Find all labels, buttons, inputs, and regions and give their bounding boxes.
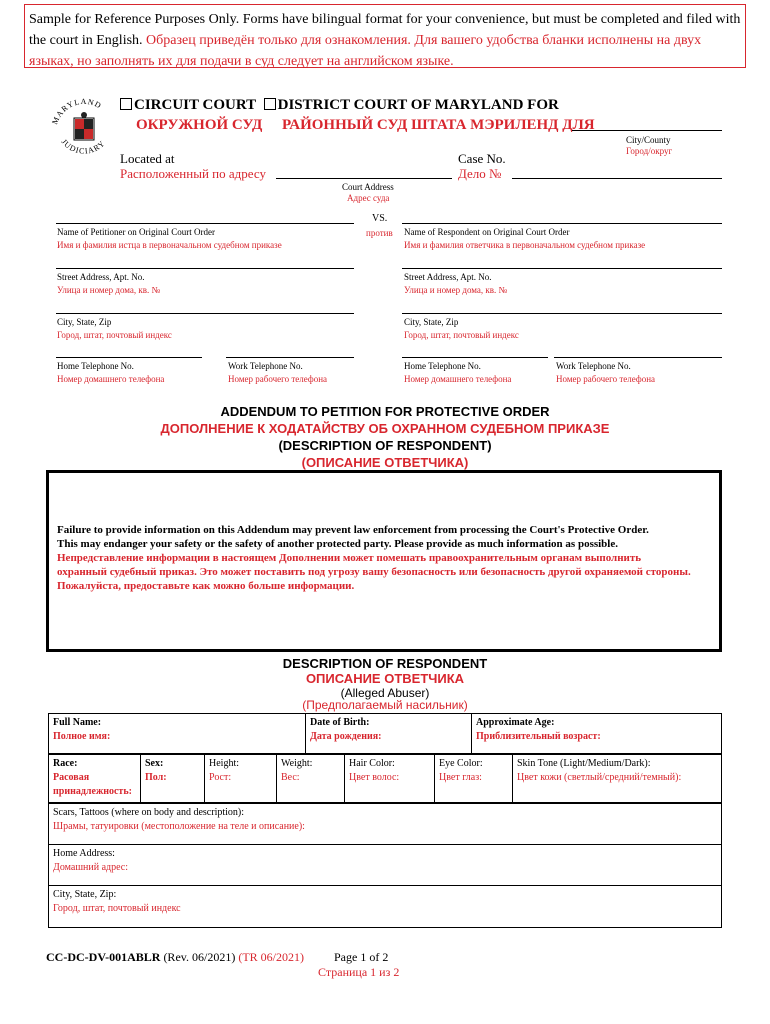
respondent-city-field[interactable] (402, 304, 722, 314)
petitioner-home-tel-field[interactable] (56, 348, 202, 358)
district-court-label: DISTRICT COURT OF MARYLAND FOR (277, 97, 559, 113)
eye-color-label: Eye Color: (439, 758, 483, 769)
form-subtitle: (DESCRIPTION OF RESPONDENT) (278, 438, 492, 453)
respondent-city-label: City, State, Zip (404, 317, 459, 327)
petitioner-name-label-ru: Имя и фамилия истца в первоначальном судебном приказе (57, 240, 282, 250)
court-address-caption-ru: Адрес суда (347, 193, 390, 203)
race-cell[interactable] (49, 755, 141, 803)
vs-label-ru: против (366, 228, 393, 238)
located-at-label-ru: Расположенный по адресу (120, 166, 266, 181)
notice-text-ru: Образец приведён только для ознакомления. Для вашего удобства бланки исполнены на двух языках, но заполнять их для подачи в суд следует на английском языке. (29, 33, 702, 69)
page-number-ru: Страница 1 из 2 (318, 965, 400, 979)
city-county-label-ru: Город/округ (626, 146, 673, 156)
respondent-work-tel-field[interactable] (554, 348, 722, 358)
located-at-label: Located at (120, 151, 175, 166)
skin-tone-label: Skin Tone (Light/Medium/Dark): (517, 758, 651, 769)
respondent-home-tel-label-ru: Номер домашнего телефона (404, 374, 512, 384)
height-label: Height: (209, 758, 239, 769)
respondent-city-label-ru: Город, штат, почтовый индекс (404, 330, 519, 340)
circuit-court-checkbox[interactable] (120, 98, 132, 110)
sex-label: Sex: (145, 758, 164, 769)
eye-color-label-ru: Цвет глаз: (439, 772, 482, 783)
sex-cell[interactable] (141, 755, 205, 803)
eye-color-cell[interactable] (435, 755, 513, 803)
race-label-ru: Расовая принадлежность: (53, 772, 132, 797)
reference-notice (24, 4, 746, 68)
full-name-label-ru: Полное имя: (53, 731, 111, 742)
city-state-zip-label-ru: Город, штат, почтовый индекс (53, 903, 181, 914)
petitioner-street-label: Street Address, Apt. No. (57, 272, 145, 282)
description-table-row1 (48, 713, 722, 754)
city-state-zip-label: City, State, Zip: (53, 889, 117, 900)
home-address-cell[interactable] (49, 845, 722, 886)
sex-label-ru: Пол: (145, 772, 167, 783)
respondent-home-tel-field[interactable] (402, 348, 548, 358)
home-address-label: Home Address: (53, 848, 115, 859)
warning-line2: This may endanger your safety or the safety of another protected party. Please provide as much information as possible. (57, 538, 618, 550)
description-sub: (Alleged Abuser) (340, 686, 430, 700)
page-number: Page 1 of 2 (334, 950, 389, 964)
respondent-home-tel-label: Home Telephone No. (404, 361, 481, 371)
hair-color-cell[interactable] (345, 755, 435, 803)
warning-text-ru: Непредставление информации в настоящем Дополнении может помешать правоохранительным органам выполнить охранный судебный приказ. Это может поставить под угрозу вашу безопасность или безопасность другой охраняемой стороны. Пожалуйста, предоставьте как можно больше информации. (57, 552, 691, 592)
skin-tone-label-ru: Цвет кожи (светлый/средний/темный): (517, 772, 682, 783)
petitioner-work-tel-label: Work Telephone No. (228, 361, 303, 371)
circuit-court-label-ru: ОКРУЖНОЙ СУД (136, 117, 263, 133)
seal-top-text: MARYLAND (50, 96, 104, 126)
respondent-name-field[interactable] (402, 214, 722, 224)
seal-bottom-text: JUDICIARY (59, 137, 107, 156)
respondent-street-field[interactable] (402, 259, 722, 269)
age-label: Approximate Age: (476, 717, 555, 728)
weight-cell[interactable] (277, 755, 345, 803)
district-court-label-ru: РАЙОННЫЙ СУД ШТАТА МЭРИЛЕНД ДЛЯ (282, 117, 595, 133)
petitioner-name-label: Name of Petitioner on Original Court Order (57, 227, 215, 237)
petitioner-city-field[interactable] (56, 304, 354, 314)
hair-color-label-ru: Цвет волос: (349, 772, 400, 783)
petitioner-name-field[interactable] (56, 214, 354, 224)
petitioner-home-tel-label-ru: Номер домашнего телефона (57, 374, 165, 384)
case-no-field[interactable] (512, 166, 722, 179)
form-title: ADDENDUM TO PETITION FOR PROTECTIVE ORDER (220, 404, 550, 419)
respondent-work-tel-label: Work Telephone No. (556, 361, 631, 371)
circuit-court-label: CIRCUIT COURT (134, 97, 256, 113)
weight-label-ru: Вес: (281, 772, 300, 783)
city-state-zip-cell[interactable] (49, 886, 722, 928)
case-no-label-ru: Дело № (458, 166, 502, 181)
court-type-row (120, 97, 559, 114)
case-no-label: Case No. (458, 151, 506, 166)
age-label-ru: Приблизительный возраст: (476, 731, 601, 742)
petitioner-work-tel-label-ru: Номер рабочего телефона (228, 374, 328, 384)
warning-box (46, 470, 722, 652)
district-court-checkbox[interactable] (264, 98, 276, 110)
maryland-judiciary-seal (48, 96, 120, 158)
petitioner-home-tel-label: Home Telephone No. (57, 361, 134, 371)
description-sub-ru: (Предполагаемый насильник) (302, 698, 468, 712)
dob-cell[interactable] (306, 714, 472, 754)
form-translation-rev: (TR 06/2021) (238, 950, 304, 964)
race-label: Race: (53, 758, 78, 769)
petitioner-work-tel-field[interactable] (226, 348, 354, 358)
city-county-field[interactable] (572, 119, 722, 131)
weight-label: Weight: (281, 758, 313, 769)
description-heading: DESCRIPTION OF RESPONDENT (282, 656, 488, 671)
vs-label: VS. (372, 213, 388, 224)
dob-label: Date of Birth: (310, 717, 370, 728)
notice-text-en: Sample for Reference Purposes Only. Forms have bilingual format for your convenience, but must be completed and filed with the court in English. (29, 12, 741, 48)
petitioner-city-label: City, State, Zip (57, 317, 112, 327)
description-table-rows-lower (48, 803, 722, 928)
petitioner-city-label-ru: Город, штат, почтовый индекс (57, 330, 172, 340)
court-address-field[interactable] (276, 166, 452, 179)
description-heading-ru: ОПИСАНИЕ ОТВЕТЧИКА (305, 671, 465, 686)
court-address-caption: Court Address (342, 182, 394, 192)
petitioner-street-label-ru: Улица и номер дома, кв. № (57, 285, 161, 295)
full-name-label: Full Name: (53, 717, 102, 728)
warning-line1: Failure to provide information on this Addendum may prevent law enforcement from processing the Court's Protective Order. (57, 524, 649, 536)
skin-tone-cell[interactable] (513, 755, 722, 803)
form-subtitle-ru: (ОПИСАНИЕ ОТВЕТЧИКА) (301, 455, 469, 470)
form-number: CC-DC-DV-001ABLR (46, 950, 161, 964)
respondent-street-label-ru: Улица и номер дома, кв. № (404, 285, 508, 295)
city-county-label: City/County (626, 135, 671, 145)
scars-tattoos-cell[interactable] (49, 804, 722, 845)
petitioner-street-field[interactable] (56, 259, 354, 269)
respondent-name-label-ru: Имя и фамилия ответчика в первоначальном судебном приказе (404, 240, 646, 250)
form-title-ru: ДОПОЛНЕНИЕ К ХОДАТАЙСТВУ ОБ ОХРАННОМ СУДЕБНОМ ПРИКАЗЕ (160, 421, 610, 436)
age-cell[interactable] (472, 714, 722, 754)
full-name-cell[interactable] (49, 714, 306, 754)
respondent-name-label: Name of Respondent on Original Court Order (404, 227, 570, 237)
scars-tattoos-label-ru: Шрамы, татуировки (местоположение на теле и описание): (53, 821, 305, 832)
description-table-row2 (48, 754, 722, 803)
hair-color-label: Hair Color: (349, 758, 395, 769)
footer-form-id (46, 950, 304, 965)
form-revision: (Rev. 06/2021) (163, 950, 236, 964)
home-address-label-ru: Домашний адрес: (53, 862, 129, 873)
dob-label-ru: Дата рождения: (310, 731, 382, 742)
respondent-street-label: Street Address, Apt. No. (404, 272, 492, 282)
scars-tattoos-label: Scars, Tattoos (where on body and description): (53, 807, 245, 818)
height-label-ru: Рост: (209, 772, 232, 783)
respondent-work-tel-label-ru: Номер рабочего телефона (556, 374, 656, 384)
height-cell[interactable] (205, 755, 277, 803)
